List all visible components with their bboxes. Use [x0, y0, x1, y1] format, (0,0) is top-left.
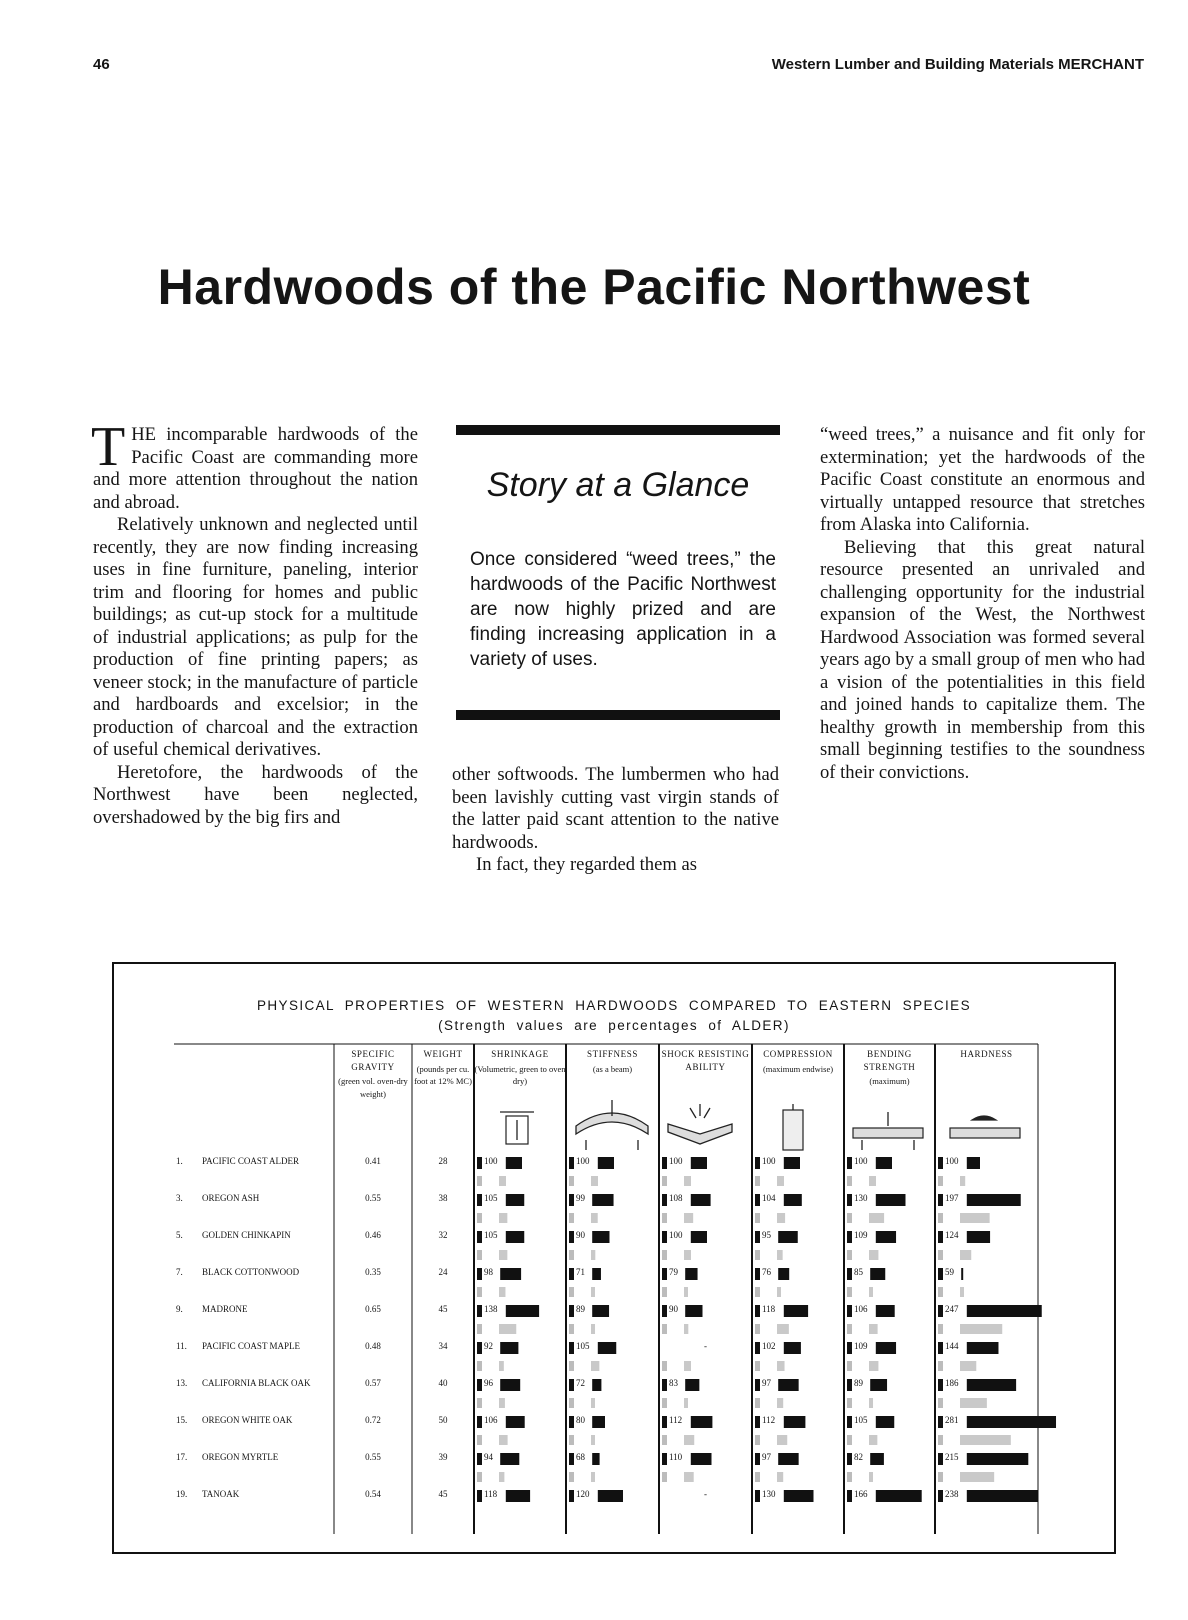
shock-value: 108 — [669, 1193, 683, 1203]
column-header-label: SPECIFIC GRAVITY — [351, 1049, 395, 1072]
specific-gravity-value: 0.55 — [365, 1452, 381, 1462]
compression-value: 112 — [762, 1415, 776, 1425]
hardness-value: 100 — [945, 1156, 959, 1166]
column-header-stiffness — [566, 1048, 659, 1075]
compression-value: 118 — [762, 1304, 776, 1314]
shrinkage-value: 105 — [484, 1193, 498, 1203]
column-header-label: HARDNESS — [960, 1049, 1013, 1059]
table-row — [174, 1304, 1038, 1318]
bending-value: 85 — [854, 1267, 863, 1277]
bending-value: 109 — [854, 1230, 868, 1240]
paragraph: HE incomparable hardwoods of the Pacific Coast are commanding more and more attention throughout the nation and abroad. — [93, 424, 418, 513]
hardness-value: 238 — [945, 1489, 959, 1499]
column-header-label: WEIGHT — [423, 1049, 463, 1059]
column-header-note: (green vol. oven-dry weight) — [338, 1076, 408, 1099]
species-name: MADRONE — [202, 1304, 248, 1314]
stiffness-value: 71 — [576, 1267, 585, 1277]
specific-gravity-value: 0.48 — [365, 1341, 381, 1351]
drop-cap: T — [91, 416, 126, 478]
shock-value: 90 — [669, 1304, 678, 1314]
shrinkage-value: 94 — [484, 1452, 493, 1462]
bending-value: 106 — [854, 1304, 868, 1314]
shock-value: 79 — [669, 1267, 678, 1277]
table-row — [174, 1156, 1038, 1170]
weight-value: 24 — [438, 1267, 448, 1277]
species-name: OREGON ASH — [202, 1193, 260, 1203]
shrinkage-value: 96 — [484, 1378, 493, 1388]
column-header-shock — [659, 1048, 752, 1073]
bending-value: 100 — [854, 1156, 868, 1166]
row-number: 13. — [176, 1378, 188, 1388]
column-header-hardness — [935, 1048, 1038, 1061]
shrinkage-value: 92 — [484, 1341, 493, 1351]
shrinkage-value: 106 — [484, 1415, 498, 1425]
species-name: PACIFIC COAST ALDER — [202, 1156, 300, 1166]
compression-value: 102 — [762, 1341, 776, 1351]
compression-value: 76 — [762, 1267, 771, 1277]
shock-value: - — [704, 1341, 707, 1351]
story-at-a-glance-text: Once considered “weed trees,” the hardwoods of the Pacific Northwest are now highly prized and are finding increasing application in a variety of uses. — [470, 549, 776, 670]
shrinkage-value: 98 — [484, 1267, 493, 1277]
bending-value: 166 — [854, 1489, 868, 1499]
row-number: 5. — [176, 1230, 183, 1240]
hardness-value: 215 — [945, 1452, 959, 1462]
species-name: BLACK COTTONWOOD — [202, 1267, 300, 1277]
compression-value: 97 — [762, 1378, 771, 1388]
shrinkage-value: 118 — [484, 1489, 498, 1499]
column-header-specific-gravity — [334, 1048, 412, 1100]
weight-value: 50 — [438, 1415, 448, 1425]
column-header-note: (pounds per cu. foot at 12% MC) — [414, 1063, 472, 1086]
species-name: OREGON WHITE OAK — [202, 1415, 293, 1425]
shock-value: 100 — [669, 1230, 683, 1240]
column-header-weight — [412, 1048, 474, 1088]
stiffness-value: 72 — [576, 1378, 585, 1388]
row-number: 9. — [176, 1304, 183, 1314]
bending-value: 109 — [854, 1341, 868, 1351]
column-header-label: COMPRESSION — [763, 1049, 833, 1059]
specific-gravity-value: 0.41 — [365, 1156, 381, 1166]
weight-value: 38 — [438, 1193, 448, 1203]
bending-value: 105 — [854, 1415, 868, 1425]
species-name: PACIFIC COAST MAPLE — [202, 1341, 301, 1351]
weight-value: 40 — [438, 1378, 448, 1388]
publication-name: Western Lumber and Building Materials MERCHANT — [771, 56, 1144, 73]
story-at-a-glance-title: Story at a Glance — [486, 466, 750, 504]
weight-value: 45 — [438, 1489, 448, 1499]
hardness-value: 247 — [945, 1304, 959, 1314]
hardness-value: 186 — [945, 1378, 959, 1388]
weight-value: 39 — [438, 1452, 448, 1462]
column-header-note: (maximum endwise) — [762, 1063, 834, 1074]
column-header-label: BENDING STRENGTH — [863, 1049, 916, 1072]
stiffness-value: 99 — [576, 1193, 585, 1203]
compression-value: 95 — [762, 1230, 771, 1240]
specific-gravity-value: 0.46 — [365, 1230, 381, 1240]
table-row — [174, 1415, 1038, 1429]
compression-value: 130 — [762, 1489, 776, 1499]
paragraph: Relatively unknown and neglected until recently, they are now finding increasing uses in fine furniture, paneling, interior trim and flooring for homes and public buildings; as cut-up stock for a multitude of industrial applications; as pulp for the production of fine printing papers; as veneer stock; in the manufacture of particle and hardboards and excelsior; in the production of charcoal and the extraction of useful chemical derivatives. — [93, 514, 418, 760]
row-number: 17. — [176, 1452, 188, 1462]
paragraph: Heretofore, the hardwoods of the Northwest have been neglected, overshadowed by the big firs and — [93, 761, 418, 828]
table-row — [174, 1230, 1038, 1244]
compression-value: 104 — [762, 1193, 776, 1203]
species-name: TANOAK — [202, 1489, 240, 1499]
row-number: 19. — [176, 1489, 188, 1499]
bending-value: 130 — [854, 1193, 868, 1203]
column-header-note: (maximum) — [869, 1076, 910, 1086]
specific-gravity-value: 0.35 — [365, 1267, 381, 1277]
column-header-compression — [752, 1048, 844, 1075]
table-row — [174, 1452, 1038, 1466]
hardness-value: 124 — [945, 1230, 959, 1240]
row-number: 11. — [176, 1341, 187, 1351]
column-header-bending — [844, 1048, 935, 1088]
row-number: 15. — [176, 1415, 188, 1425]
shrinkage-value: 138 — [484, 1304, 498, 1314]
shock-value: 110 — [669, 1452, 683, 1462]
stiffness-value: 80 — [576, 1415, 585, 1425]
stiffness-value: 100 — [576, 1156, 590, 1166]
row-number: 1. — [176, 1156, 183, 1166]
stiffness-value: 90 — [576, 1230, 585, 1240]
row-number: 3. — [176, 1193, 183, 1203]
weight-value: 34 — [438, 1341, 448, 1351]
table-subtitle: (Strength values are percentages of ALDER) — [438, 1018, 790, 1033]
hardness-value: 281 — [945, 1415, 959, 1425]
hardness-value: 59 — [945, 1267, 954, 1277]
article-title: Hardwoods of the Pacific Northwest — [157, 259, 1031, 315]
column-header-note: (as a beam) — [592, 1063, 633, 1074]
weight-value: 28 — [438, 1156, 448, 1166]
specific-gravity-value: 0.55 — [365, 1193, 381, 1203]
specific-gravity-value: 0.57 — [365, 1378, 381, 1388]
table-row — [174, 1341, 1038, 1355]
specific-gravity-value: 0.54 — [365, 1489, 381, 1499]
shock-value: 100 — [669, 1156, 683, 1166]
column-header-shrinkage — [474, 1048, 566, 1088]
paragraph: In fact, they regarded them as — [476, 854, 697, 875]
specific-gravity-value: 0.72 — [365, 1415, 381, 1425]
column-header-label: STIFFNESS — [587, 1049, 638, 1059]
specific-gravity-value: 0.65 — [365, 1304, 381, 1314]
table-row — [174, 1489, 1038, 1503]
stiffness-value: 68 — [576, 1452, 585, 1462]
paragraph: “weed trees,” a nuisance and fit only for extermination; yet the hardwoods of the Pacific Coast constitute an enormous and virtually untapped resource that stretches from Alaska into California. — [820, 424, 1145, 535]
column-header-label: SHRINKAGE — [491, 1049, 549, 1059]
table-row — [174, 1193, 1038, 1207]
shock-value: - — [704, 1489, 707, 1499]
table-title: PHYSICAL PROPERTIES OF WESTERN HARDWOODS COMPARED TO EASTERN SPECIES — [256, 998, 971, 1013]
hardness-value: 144 — [945, 1341, 959, 1351]
weight-value: 45 — [438, 1304, 448, 1314]
bending-value: 89 — [854, 1378, 863, 1388]
shrinkage-value: 105 — [484, 1230, 498, 1240]
shock-value: 83 — [669, 1378, 678, 1388]
shock-value: 112 — [669, 1415, 683, 1425]
compression-value: 97 — [762, 1452, 771, 1462]
species-name: GOLDEN CHINKAPIN — [202, 1230, 291, 1240]
species-name: CALIFORNIA BLACK OAK — [202, 1378, 311, 1388]
compression-value: 100 — [762, 1156, 776, 1166]
column-header-label: SHOCK RESISTING ABILITY — [661, 1049, 750, 1072]
paragraph: other softwoods. The lumbermen who had been lavishly cutting vast virgin stands of the latter paid scant attention to the native hardwoods. — [452, 764, 779, 853]
stiffness-value: 89 — [576, 1304, 585, 1314]
column-header-note: (Volumetric, green to oven dry) — [474, 1063, 566, 1086]
stiffness-value: 105 — [576, 1341, 590, 1351]
shrinkage-value: 100 — [484, 1156, 498, 1166]
weight-value: 32 — [438, 1230, 448, 1240]
stiffness-value: 120 — [576, 1489, 590, 1499]
row-number: 7. — [176, 1267, 183, 1277]
page-number: 46 — [93, 56, 110, 73]
hardness-value: 197 — [945, 1193, 959, 1203]
species-name: OREGON MYRTLE — [202, 1452, 279, 1462]
paragraph: Believing that this great natural resource presented an unrivaled and challenging opportunity for the industrial expansion of the West, the Northwest Hardwood Association was formed several years ago by a small group of men who had a vision of the potentialities in this field and joined hands to capitalize them. The healthy growth in membership from this small beginning testifies to the soundness of their convictions. — [820, 536, 1145, 783]
table-row — [174, 1267, 1038, 1281]
bending-value: 82 — [854, 1452, 863, 1462]
